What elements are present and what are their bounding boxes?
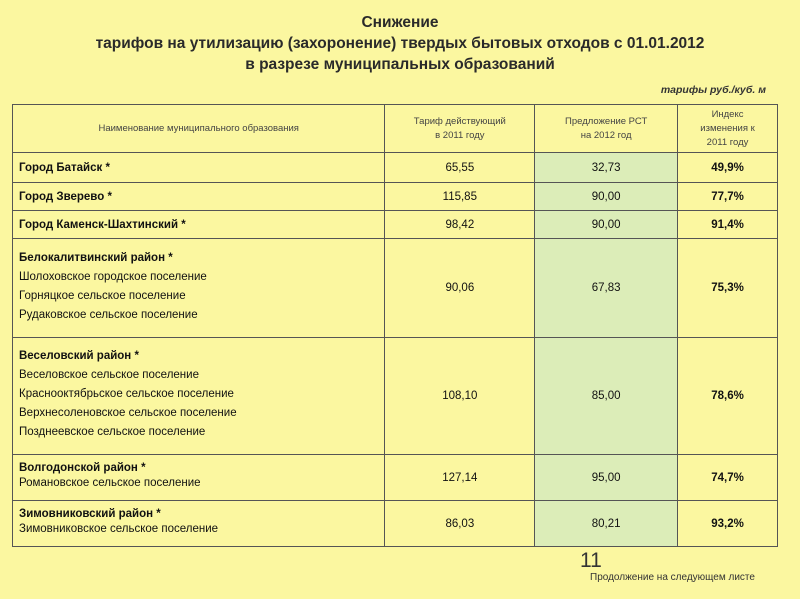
units-note: тарифы руб./куб. м	[660, 84, 766, 96]
continuation-note: Продолжение на следующем листе	[590, 572, 755, 583]
table-header-row	[13, 105, 778, 153]
change-index: 49,9%	[678, 153, 778, 183]
change-index: 78,6%	[678, 338, 778, 455]
settlement-name: Романовское сельское поселение	[19, 477, 201, 489]
change-index: 91,4%	[678, 211, 778, 239]
municipality-name: Зимовниковский район *	[19, 508, 161, 520]
municipality-name: Веселовский район *	[19, 350, 139, 362]
rst-proposal: 32,73	[535, 153, 678, 183]
settlement-name: Горняцкое сельское поселение	[19, 289, 186, 302]
change-index: 75,3%	[678, 239, 778, 338]
table-row	[13, 211, 778, 239]
header-name: Наименование муниципального образования	[13, 105, 385, 153]
page-number: 11	[580, 549, 602, 572]
table-row	[13, 338, 778, 455]
settlement-name: Шолоховское городское поселение	[19, 270, 207, 283]
municipality-name: Город Батайск *	[19, 161, 110, 174]
change-index: 93,2%	[678, 501, 778, 547]
header-change-index: Индекс изменения к 2011 году	[678, 105, 778, 153]
change-index: 74,7%	[678, 455, 778, 501]
title-line-2: тарифов на утилизацию (захоронение) твердых бытовых отходов с 01.01.2012	[95, 35, 705, 52]
current-tariff: 98,42	[385, 211, 535, 239]
table-row	[13, 183, 778, 211]
rst-proposal: 95,00	[535, 455, 678, 501]
tariff-table	[12, 104, 778, 547]
settlement-name: Рудаковское сельское поселение	[19, 308, 198, 321]
municipality-name: Белокалитвинский район *	[19, 251, 173, 264]
change-index: 77,7%	[678, 183, 778, 211]
municipality-name: Волгодонской район *	[19, 462, 146, 474]
rst-proposal: 67,83	[535, 239, 678, 338]
rst-proposal: 85,00	[535, 338, 678, 455]
header-rst-proposal: Предложение РСТ на 2012 год	[535, 105, 678, 153]
rst-proposal: 80,21	[535, 501, 678, 547]
current-tariff: 65,55	[385, 153, 535, 183]
table-row	[13, 501, 778, 547]
settlement-name: Веселовское сельское поселение	[19, 369, 199, 381]
current-tariff: 127,14	[385, 455, 535, 501]
current-tariff: 108,10	[385, 338, 535, 455]
header-current-tariff: Тариф действующий в 2011 году	[385, 105, 535, 153]
document-title	[0, 12, 800, 75]
current-tariff: 86,03	[385, 501, 535, 547]
municipality-name: Город Зверево *	[19, 190, 112, 203]
current-tariff: 115,85	[385, 183, 535, 211]
rst-proposal: 90,00	[535, 211, 678, 239]
settlement-name: Позднеевское сельское поселение	[19, 426, 206, 438]
settlement-name: Верхнесоленовское сельское поселение	[19, 407, 237, 419]
table-row	[13, 153, 778, 183]
municipality-name: Город Каменск-Шахтинский *	[19, 218, 186, 231]
table-row	[13, 239, 778, 338]
title-line-3: в разрезе муниципальных образований	[245, 56, 555, 73]
title-line-1: Снижение	[361, 14, 439, 31]
settlement-name: Краснооктябрьское сельское поселение	[19, 388, 234, 400]
current-tariff: 90,06	[385, 239, 535, 338]
table-row	[13, 455, 778, 501]
rst-proposal: 90,00	[535, 183, 678, 211]
settlement-name: Зимовниковское сельское поселение	[19, 523, 219, 535]
